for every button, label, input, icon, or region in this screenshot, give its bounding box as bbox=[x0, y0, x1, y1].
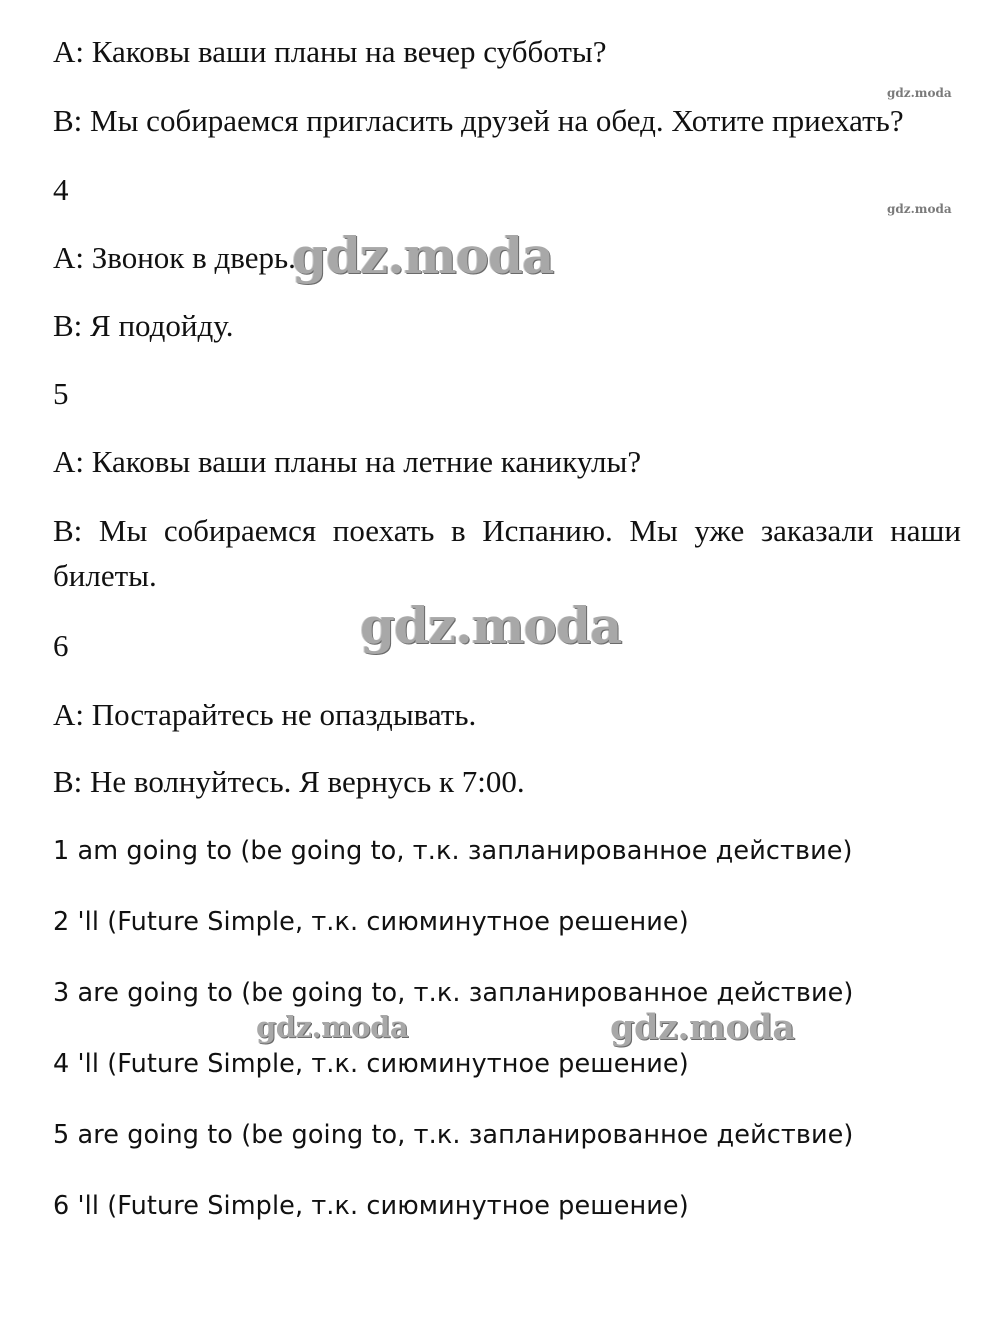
answer-1: 1 am going to (be going to, т.к. запланированное действие) bbox=[53, 836, 853, 866]
watermark-large-center: gdz.moda bbox=[360, 596, 622, 655]
dialogue-number-4: 4 bbox=[53, 172, 69, 207]
dialogue-5-line-a: А: Каковы ваши планы на летние каникулы? bbox=[53, 444, 642, 479]
watermark-small-top: gdz.moda bbox=[887, 86, 952, 100]
dialogue-3-line-a: А: Каковы ваши планы на вечер субботы? bbox=[53, 34, 607, 69]
answer-2: 2 'll (Future Simple, т.к. сиюминутное решение) bbox=[53, 907, 689, 937]
watermark-large-first: gdz.moda bbox=[292, 226, 554, 285]
watermark-medium-left: gdz.moda bbox=[256, 1010, 409, 1044]
answer-5: 5 are going to (be going to, т.к. запланированное действие) bbox=[53, 1120, 854, 1150]
dialogue-4-line-b: В: Я подойду. bbox=[53, 308, 234, 343]
dialogue-3-line-b: В: Мы собираемся пригласить друзей на обед. Хотите приехать? bbox=[53, 103, 904, 138]
dialogue-number-5: 5 bbox=[53, 376, 69, 411]
dialogue-4-line-a: А: Звонок в дверь. bbox=[53, 240, 296, 275]
answer-6: 6 'll (Future Simple, т.к. сиюминутное решение) bbox=[53, 1191, 689, 1221]
answer-3: 3 are going to (be going to, т.к. запланированное действие) bbox=[53, 978, 854, 1008]
dialogue-number-6: 6 bbox=[53, 628, 69, 663]
watermark-small-second: gdz.moda bbox=[887, 202, 952, 216]
answer-4: 4 'll (Future Simple, т.к. сиюминутное решение) bbox=[53, 1049, 689, 1079]
dialogue-5-line-b: В: Мы собираемся поехать в Испанию. Мы уже заказали наши билеты. bbox=[53, 513, 961, 593]
dialogue-6-line-b: В: Не волнуйтесь. Я вернусь к 7:00. bbox=[53, 764, 525, 799]
watermark-medium-right: gdz.moda bbox=[610, 1007, 795, 1048]
dialogue-6-line-a: А: Постарайтесь не опаздывать. bbox=[53, 697, 477, 732]
